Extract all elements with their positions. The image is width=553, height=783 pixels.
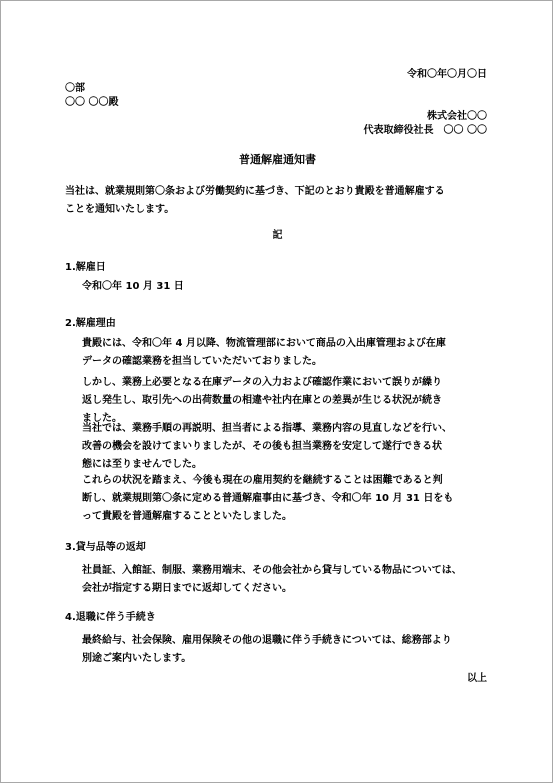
issue-date: 令和〇年〇月〇日 [407, 69, 487, 80]
paragraph-line: データの確認業務を担当していただいておりました。 [82, 356, 322, 367]
intro-line: ことを通知いたします。 [65, 204, 175, 215]
section-3-heading: 3.貸与品等の返却 [65, 542, 146, 553]
paragraph-line: 断し、就業規則第〇条に定める普通解雇事由に基づき、令和〇年 10 月 31 日をも [82, 493, 454, 504]
sender-representative: 代表取締役社長 〇〇 〇〇 [363, 125, 487, 136]
paragraph-line: 貴殿には、令和〇年 4 月以降、物流管理部において商品の入出庫管理および在庫 [82, 338, 446, 349]
dismissal-date: 令和〇年 10 月 31 日 [82, 281, 184, 292]
closing-mark: 以上 [467, 673, 487, 684]
recipient-name: 〇〇 〇〇殿 [65, 97, 119, 108]
recipient-department: 〇部 [65, 83, 85, 94]
intro-line: 当社は、就業規則第〇条および労働契約に基づき、下記のとおり貴殿を普通解雇する [65, 186, 445, 197]
paragraph-line: 当社では、業務手順の再説明、担当者による指導、業務内容の見直しなどを行い、 [82, 423, 452, 434]
sender-company: 株式会社〇〇 [427, 111, 487, 122]
document-title: 普通解雇通知書 [239, 153, 316, 166]
paragraph-line: 改善の機会を設けてまいりましたが、その後も担当業務を安定して遂行できる状 [82, 441, 442, 452]
return-items-paragraph [82, 562, 489, 598]
ki-label: 記 [272, 230, 283, 241]
section-2-heading: 2.解雇理由 [65, 318, 116, 329]
paragraph-line: ました。 [82, 413, 122, 424]
paragraph-line: 返し発生し、取引先への出荷数量の相違や社内在庫との差異が生じる状況が続き [82, 395, 442, 406]
reason-paragraph-4 [82, 472, 489, 526]
paragraph-line: って貴殿を普通解雇することといたしました。 [82, 511, 292, 522]
procedures-paragraph [82, 632, 489, 668]
reason-paragraph-3 [82, 420, 489, 474]
paragraph-line: 社員証、入館証、制服、業務用端末、その他会社から貸与している物品については、 [82, 565, 462, 576]
paragraph-line: しかし、業務上必要となる在庫データの入力および確認作業において誤りが繰り [82, 377, 442, 388]
paragraph-line: これらの状況を踏まえ、今後も現在の雇用契約を継続することは困難であると判 [82, 475, 443, 486]
section-1-heading: 1.解雇日 [65, 262, 106, 273]
paragraph-line: 最終給与、社会保険、雇用保険その他の退職に伴う手続きについては、総務部より [82, 635, 452, 646]
paragraph-line: 会社が指定する期日までに返却してください。 [82, 583, 292, 594]
paragraph-line: 別途ご案内いたします。 [82, 653, 192, 664]
section-4-heading: 4.退職に伴う手続き [65, 612, 156, 623]
paragraph-line: 態には至りませんでした。 [82, 459, 202, 470]
intro-paragraph [65, 183, 491, 219]
reason-paragraph-1 [82, 335, 489, 371]
